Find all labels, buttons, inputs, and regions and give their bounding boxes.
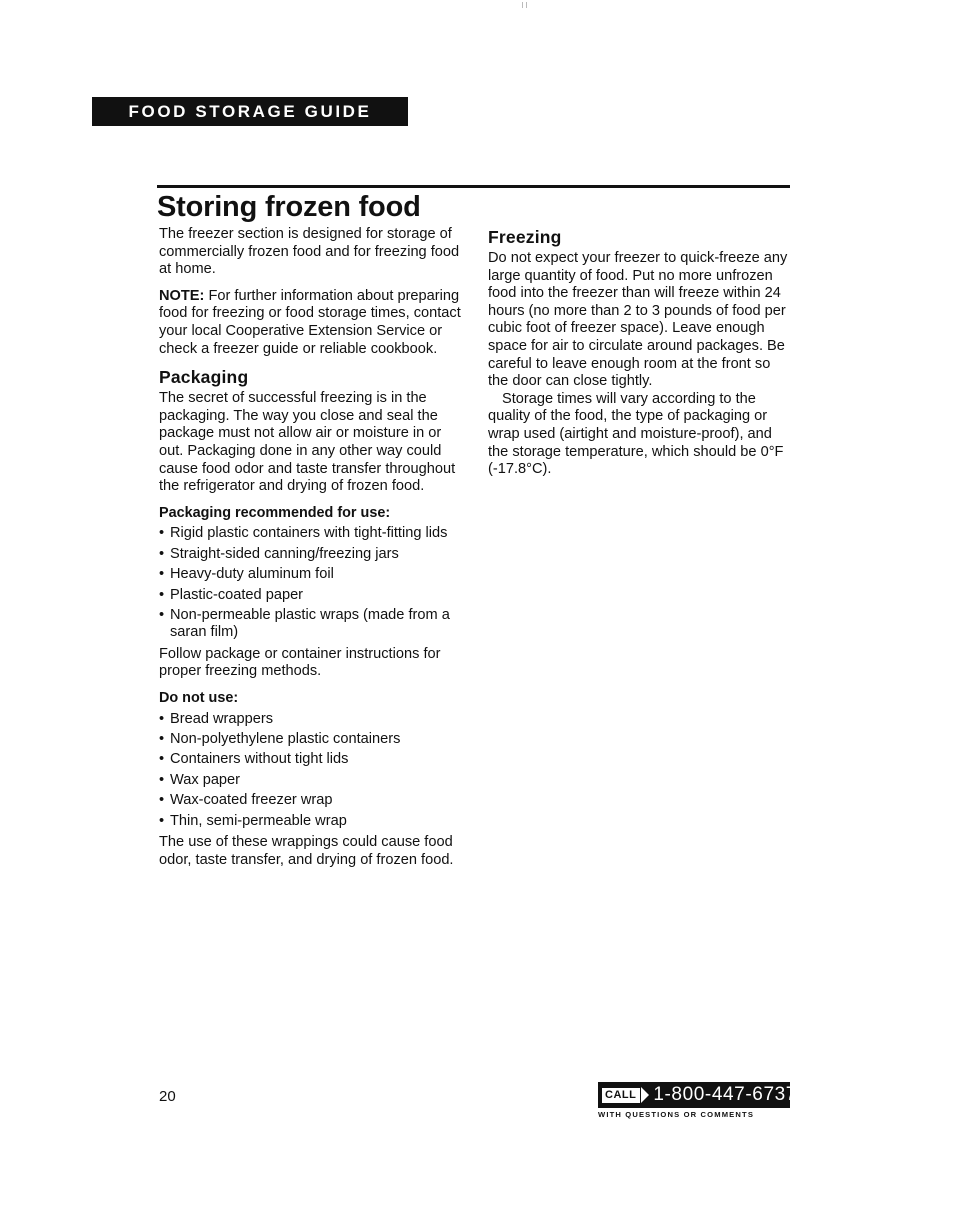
list-item: • Rigid plastic containers with tight-fitting lids bbox=[159, 525, 464, 542]
list-item: • Bread wrappers bbox=[159, 711, 464, 728]
phone-number: 1-800-447-6737 bbox=[653, 1084, 797, 1105]
left-column bbox=[159, 226, 464, 878]
section-header-bar bbox=[92, 97, 408, 126]
follow-paragraph: Follow package or container instructions for proper freezing methods. bbox=[159, 645, 441, 680]
note-paragraph bbox=[159, 288, 464, 358]
call-caption: WITH QUESTIONS OR COMMENTS bbox=[598, 1110, 755, 1119]
intro-paragraph: The freezer section is designed for storage of commercially frozen food and for freezing food at home. bbox=[159, 226, 460, 278]
arrow-right-icon bbox=[641, 1087, 649, 1103]
list-item: • Heavy-duty aluminum foil bbox=[159, 566, 464, 583]
note-label: NOTE: bbox=[159, 287, 205, 304]
list-item: • Non-permeable plastic wraps (made from a saran film) bbox=[159, 607, 464, 642]
right-column bbox=[488, 227, 788, 488]
packaging-paragraph: The secret of successful freezing is in the packaging. The way you close and seal the package must not allow air or moisture in or out. Packaging done in any other way could cause food odor and taste transfer throughout the refrigerator and drying of frozen food. bbox=[159, 390, 456, 495]
list-item: • Wax paper bbox=[159, 772, 464, 789]
storage-paragraph: Storage times will vary according to the quality of the food, the type of packaging or wrap used (airtight and moisture-proof), and the storage temperature, which should be 0°F (-17.8°C). bbox=[488, 390, 784, 478]
freezing-heading: Freezing bbox=[488, 227, 562, 247]
closing-paragraph: The use of these wrappings could cause food odor, taste transfer, and drying of frozen food. bbox=[159, 833, 454, 868]
page-number: 20 bbox=[159, 1088, 176, 1105]
note-text: For further information about preparing food for freezing or food storage times, contact your local Cooperative Extension Service or check a freezer guide or reliable cookbook. bbox=[159, 287, 461, 357]
list-item: • Non-polyethylene plastic containers bbox=[159, 731, 464, 748]
page-title: Storing frozen food bbox=[157, 191, 421, 223]
call-label: CALL bbox=[601, 1087, 641, 1104]
list-item: • Thin, semi-permeable wrap bbox=[159, 813, 464, 830]
list-item: • Straight-sided canning/freezing jars bbox=[159, 546, 464, 563]
packaging-heading: Packaging bbox=[159, 367, 249, 388]
recommended-heading: Packaging recommended for use: bbox=[159, 504, 391, 521]
section-label: FOOD STORAGE GUIDE bbox=[128, 102, 372, 121]
list-item: • Plastic-coated paper bbox=[159, 587, 464, 604]
do-not-use-heading: Do not use: bbox=[159, 689, 239, 706]
list-item: • Containers without tight lids bbox=[159, 751, 464, 768]
list-item: • Wax-coated freezer wrap bbox=[159, 792, 464, 809]
freezing-paragraph: Do not expect your freezer to quick-freeze any large quantity of food. Put no more unfrozen food into the freezer than will freeze within 24 hours (no more than 2 to 3 pounds of food per cubic foot of freezer space). Leave enough space for air to circulate around packages. Be careful to leave enough room at the front so the door can close tightly. bbox=[488, 250, 788, 390]
do-not-use-list bbox=[159, 711, 464, 830]
title-rule bbox=[157, 185, 790, 188]
call-banner bbox=[598, 1082, 797, 1108]
scan-mark bbox=[522, 2, 527, 8]
recommended-list bbox=[159, 525, 464, 641]
